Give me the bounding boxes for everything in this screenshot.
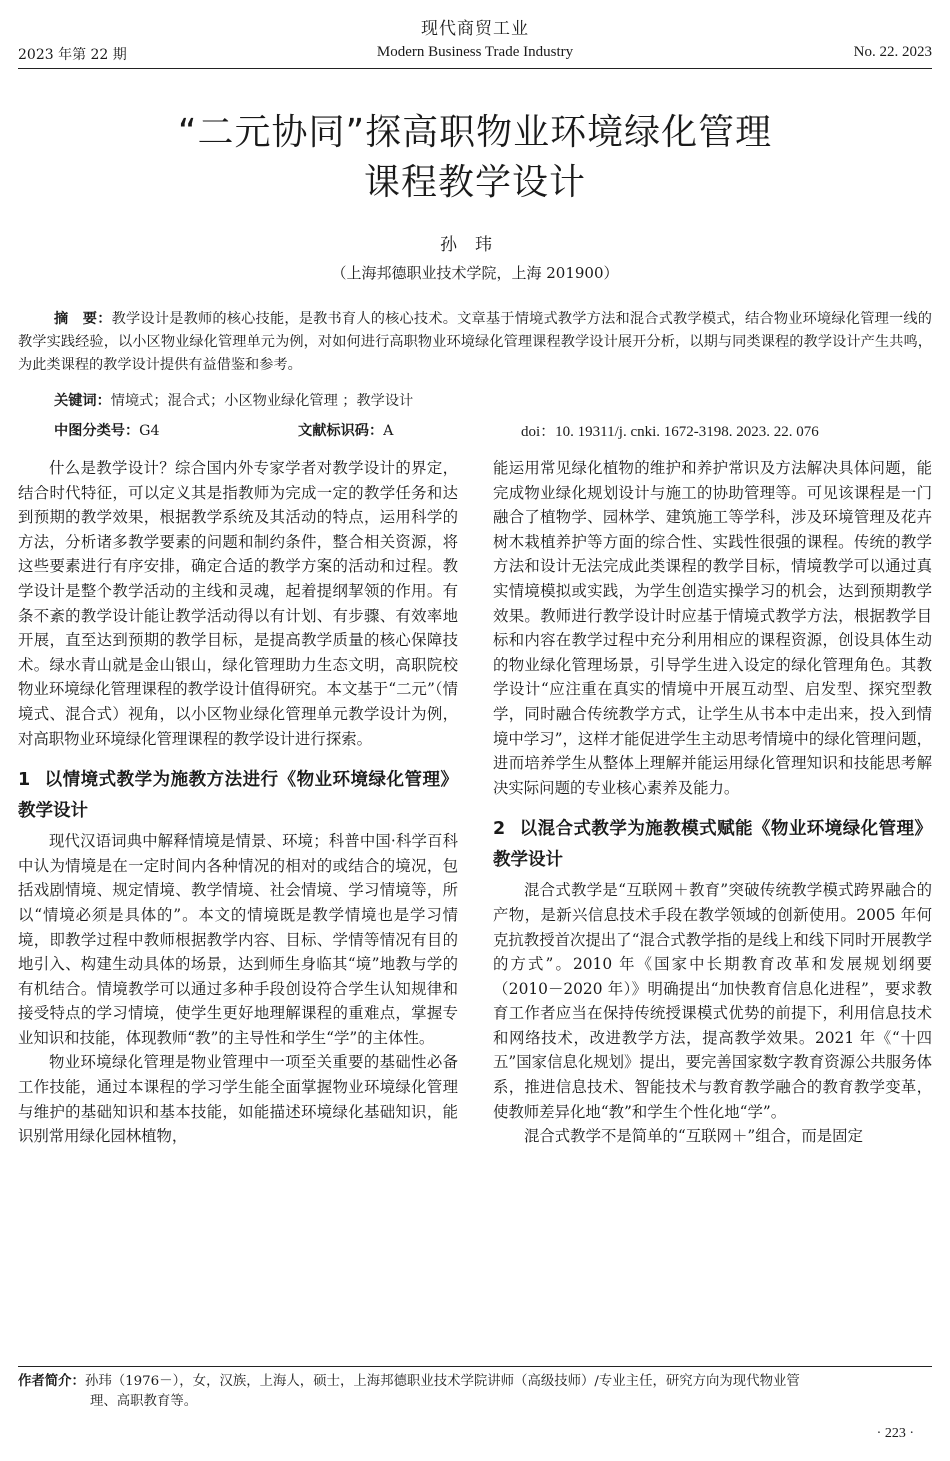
- body-column-right: [493, 456, 932, 1149]
- body-column-left: [18, 456, 458, 1149]
- journal-english-name: Modern Business Trade Industry: [376, 44, 574, 60]
- running-header: [18, 44, 932, 66]
- title-line-2: 课程教学设计: [363, 162, 586, 203]
- footnote-line-1: 孙玮（1976－），女，汉族，上海人，硕士，上海邦德职业技术学院讲师（高级技师）/专业主任，研究方向为现代物业管: [84, 1374, 800, 1389]
- issue-chinese: 2023 年第 22 期: [18, 47, 127, 63]
- author-name: 孙玮: [440, 235, 510, 255]
- clc-label: 中图分类号：: [54, 423, 140, 439]
- section-1-number: 1: [18, 770, 31, 791]
- abstract: [18, 308, 932, 377]
- keywords: [54, 390, 413, 410]
- clc-value: G4: [139, 423, 160, 439]
- page-number: · 223 ·: [876, 1426, 914, 1441]
- section-2-title: 以混合式教学为施教模式赋能《物业环境绿化管理》教学设计: [493, 819, 932, 871]
- header-divider: [18, 68, 932, 69]
- footnote-divider: [18, 1366, 932, 1367]
- abstract-label: 摘 要：: [54, 311, 112, 327]
- footnote-label: 作者简介：: [18, 1374, 85, 1389]
- title-line-1: “二元协同”探高职物业环境绿化管理: [177, 112, 773, 153]
- doc-code-value: A: [383, 423, 394, 439]
- issue-english: No. 22. 2023: [853, 44, 932, 60]
- section-2-paragraph-2: 混合式教学不是简单的“互联网＋”组合，而是固定: [524, 1127, 863, 1146]
- classification-row: [54, 420, 932, 442]
- author-footnote: [18, 1372, 932, 1412]
- section-1-paragraph-2-cont: 能运用常见绿化植物的维护和养护常识及方法解决具体问题，能完成物业绿化规划设计与施工的协助管理等。可见该课程是一门融合了植物学、园林学、建筑施工等学科，涉及环境管理及花卉树木栽植养护等方面的综合性、实践性很强的课程。传统的教学方法和设计无法完成此类课程的教学目标，情境教学可以通过真实情境模拟或实践，为学生创造实操学习的机会，达到预期教学效果。教师进行教学设计时应基于情境式教学方法，根据教学目标和内容在教学过程中充分利用相应的课程资源，创设具体生动的物业绿化管理场景，引导学生进入设定的绿化管理角色。其教学设计“应注重在真实的情境中开展互动型、启发型、探究型教学，同时融合传统教学方式，让学生从书本中走出来，投入到情境中学习”，这样才能促进学生主动思考情境中的绿化管理问题，进而培养学生从整体上理解并能运用绿化管理知识和技能思考解决实际问题的专业核心素养及能力。: [493, 459, 932, 797]
- author-affiliation: （上海邦德职业技术学院，上海 201900）: [331, 264, 619, 282]
- section-1-title: 以情境式教学为施教方法进行《物业环境绿化管理》教学设计: [18, 770, 458, 822]
- section-1-paragraph-1: 现代汉语词典中解释情境是情景、环境；科普中国·科学百科中认为情境是在一定时间内各种情况的相对的或结合的境况，包括戏剧情境、规定情境、教学情境、社会情境、学习情境等，所以“情境必须是具体的”。本文的情境既是教学情境也是学习情境，即教学过程中教师根据教学内容、目标、学情等情况有目的地引入、构建生动具体的场景，达到师生身临其“境”地教与学的有机结合。情境教学可以通过多种手段创设符合学生认知规律和接受特点的学习情境，使学生更好地理解课程的重难点，掌握专业知识和技能，体现教师“教”的主导性和学生“学”的主体性。: [18, 832, 458, 1047]
- section-2-paragraph-1: 混合式教学是“互联网＋教育”突破传统教学模式跨界融合的产物，是新兴信息技术手段在教学领域的创新使用。2005 年何克抗教授首次提出了“混合式教学指的是线上和线下同时开展教学的方式”。2010 年《国家中长期教育改革和发展规划纲要（2010－2020 年）》明确提出“加快教育信息化进程”，要求教育工作者应当在保持传统授课模式优势的前提下，利用信息技术和网络技术，改进教学方法，提高教学效果。2021 年《“十四五”国家信息化规划》提出，要完善国家数字教育资源公共服务体系，推进信息技术、智能技术与教育教学融合的教育教学变革，使教师差异化地“教”和学生个性化地“学”。: [493, 881, 932, 1121]
- section-2-heading: [493, 814, 932, 876]
- doi: doi：10. 19311/j. cnki. 1672-3198. 2023. 22. 076: [521, 424, 819, 440]
- abstract-text: 教学设计是教师的核心技能，是教书育人的核心技术。文章基于情境式教学方法和混合式教学模式，结合物业环境绿化管理一线的教学实践经验，以小区物业绿化管理单元为例，对如何进行高职物业环境绿化管理课程教学设计展开分析，以期与同类课程的教学设计产生共鸣，为此类课程的教学设计提供有益借鉴和参考。: [18, 311, 932, 373]
- section-1-paragraph-2-start: 物业环境绿化管理是物业管理中一项至关重要的基础性必备工作技能，通过本课程的学习学生能全面掌握物业环境绿化管理与维护的基础知识和基本技能，如能描述环境绿化基础知识，能识别常用绿化园林植物，: [18, 1053, 458, 1146]
- doc-code-label: 文献标识码：: [298, 423, 384, 439]
- section-1-heading: [18, 765, 458, 827]
- keywords-label: 关键词：: [54, 393, 111, 409]
- document-code: [298, 420, 393, 440]
- article-title: [60, 108, 890, 208]
- intro-paragraph: 什么是教学设计？综合国内外专家学者对教学设计的界定，结合时代特征，可以定义其是指教师为完成一定的教学任务和达到预期的教学效果，根据教学系统及其活动的特点，运用科学的方法，分析诸多教学要素的问题和制约条件，整合相关资源，将这些要素进行有序安排，确定合适的教学方案的活动和过程。教学设计是整个教学活动的主线和灵魂，起着提纲挈领的作用。有条不紊的教学设计能让教学活动得以有计划、有步骤、有效率地开展，直至达到预期的教学目标，是提高教学质量的核心保障技术。绿水青山就是金山银山，绿化管理助力生态文明，高职院校物业环境绿化管理课程的教学设计值得研究。本文基于“二元”（情境式、混合式）视角，以小区物业绿化管理单元教学设计为例，对高职物业环境绿化管理课程的教学设计进行探索。: [18, 459, 458, 748]
- journal-name: 现代商贸工业: [421, 19, 529, 39]
- footnote-line-2: 理、高职教育等。: [90, 1394, 198, 1409]
- keywords-text: 情境式；混合式；小区物业绿化管理 ；教学设计: [110, 393, 414, 409]
- clc-code: [54, 420, 160, 440]
- section-2-number: 2: [493, 819, 506, 840]
